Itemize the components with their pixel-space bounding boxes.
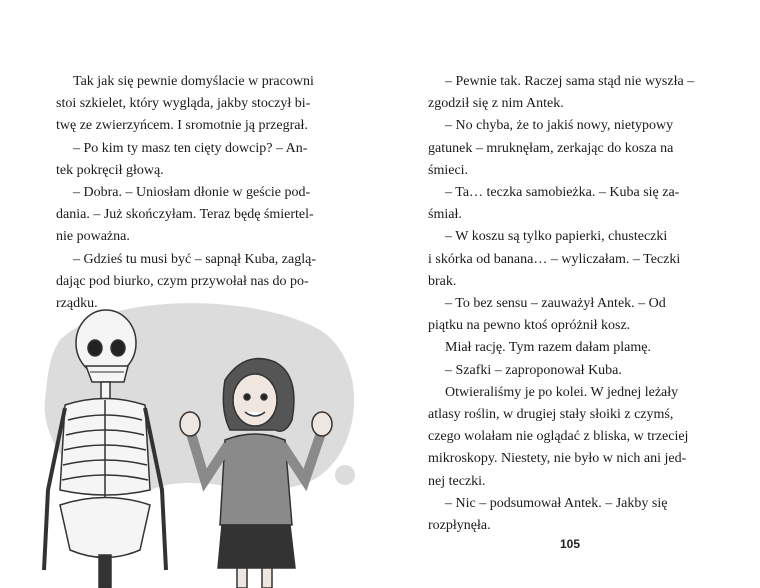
text-line: gatunek – mruknęłam, zerkając do kosza na: [428, 140, 674, 156]
skull-eye-right: [111, 340, 125, 356]
right-page: [380, 0, 760, 588]
text-line: nie poważna.: [56, 229, 130, 245]
background-blob-dot: [335, 465, 355, 485]
text-line: – No chyba, że to jakiś nowy, nietypowy: [445, 118, 674, 134]
text-line: śmiał.: [428, 207, 462, 223]
text-line: – To bez sensu – zauważył Antek. – Od: [445, 296, 666, 312]
text-line: czego wolałam nie oglądać z bliska, w trzeciej: [428, 429, 689, 445]
girl-skirt: [218, 525, 295, 568]
girl-face: [233, 374, 277, 426]
text-line: nej teczki.: [428, 473, 486, 489]
girl-eye-left: [244, 394, 250, 400]
girl-leg-left: [237, 568, 247, 588]
text-line: – Ta… teczka samobieżka. – Kuba się za-: [445, 185, 680, 201]
skull-eye-left: [88, 340, 102, 356]
girl-hand-right: [312, 412, 332, 436]
pelvis: [60, 498, 150, 558]
girl-hand-left: [180, 412, 200, 436]
text-line: stoi szkielet, który wygląda, jakby stoczył bi-: [56, 96, 311, 112]
text-line: dając pod biurko, czym przywołał nas do po-: [56, 273, 309, 289]
text-line: tek pokręcił głową.: [56, 162, 164, 178]
girl-leg-right: [262, 568, 272, 588]
text-line: piątku na pewno ktoś opróżnił kosz.: [428, 318, 631, 334]
text-line: zgodził się z nim Antek.: [428, 96, 564, 112]
text-line: brak.: [428, 273, 457, 289]
text-line: – Po kim ty masz ten cięty dowcip? – An-: [73, 140, 308, 156]
text-line: Tak jak się pewnie domyślacie w pracowni: [73, 74, 314, 89]
text-line: rozpłynęła.: [428, 518, 491, 534]
text-line: – Nic – podsumował Antek. – Jakby się: [445, 495, 668, 511]
text-line: – Dobra. – Uniosłam dłonie w geście pod-: [73, 185, 311, 201]
text-line: atlasy roślin, w drugiej stały słoiki z czymś,: [428, 407, 674, 423]
text-line: – Szafki – zaproponował Kuba.: [445, 362, 622, 378]
text-line: dania. – Już skończyłam. Teraz będę śmiertel-: [56, 207, 314, 223]
girl-eye-right: [261, 394, 267, 400]
spine-neck: [101, 382, 110, 400]
left-page-text: [56, 71, 324, 315]
text-line: – W koszu są tylko papierki, chusteczki: [445, 229, 668, 245]
text-line: twę ze zwierzyńcem. I sromotnie ją przegrał.: [56, 118, 308, 134]
text-line: i skórka od banana… – wyliczałam. – Teczki: [428, 251, 681, 267]
text-line: śmieci.: [428, 162, 469, 178]
skull-jaw: [86, 366, 128, 382]
skeleton-and-girl-illustration: [0, 300, 380, 588]
stand-pole: [99, 555, 111, 588]
text-line: Otwieraliśmy je po kolei. W jednej leżały: [445, 384, 679, 400]
text-line: – Pewnie tak. Raczej sama stąd nie wyszła –: [445, 74, 695, 89]
page-number: 105: [560, 537, 581, 551]
text-line: rządku.: [56, 296, 98, 312]
text-line: mikroskopy. Niestety, nie było w nich ani jed-: [428, 451, 687, 467]
text-line: Miał rację. Tym razem dałam plamę.: [445, 340, 651, 356]
right-page-text: [428, 71, 708, 537]
text-line: – Gdzieś tu musi być – sapnął Kuba, zaglą-: [73, 251, 316, 267]
